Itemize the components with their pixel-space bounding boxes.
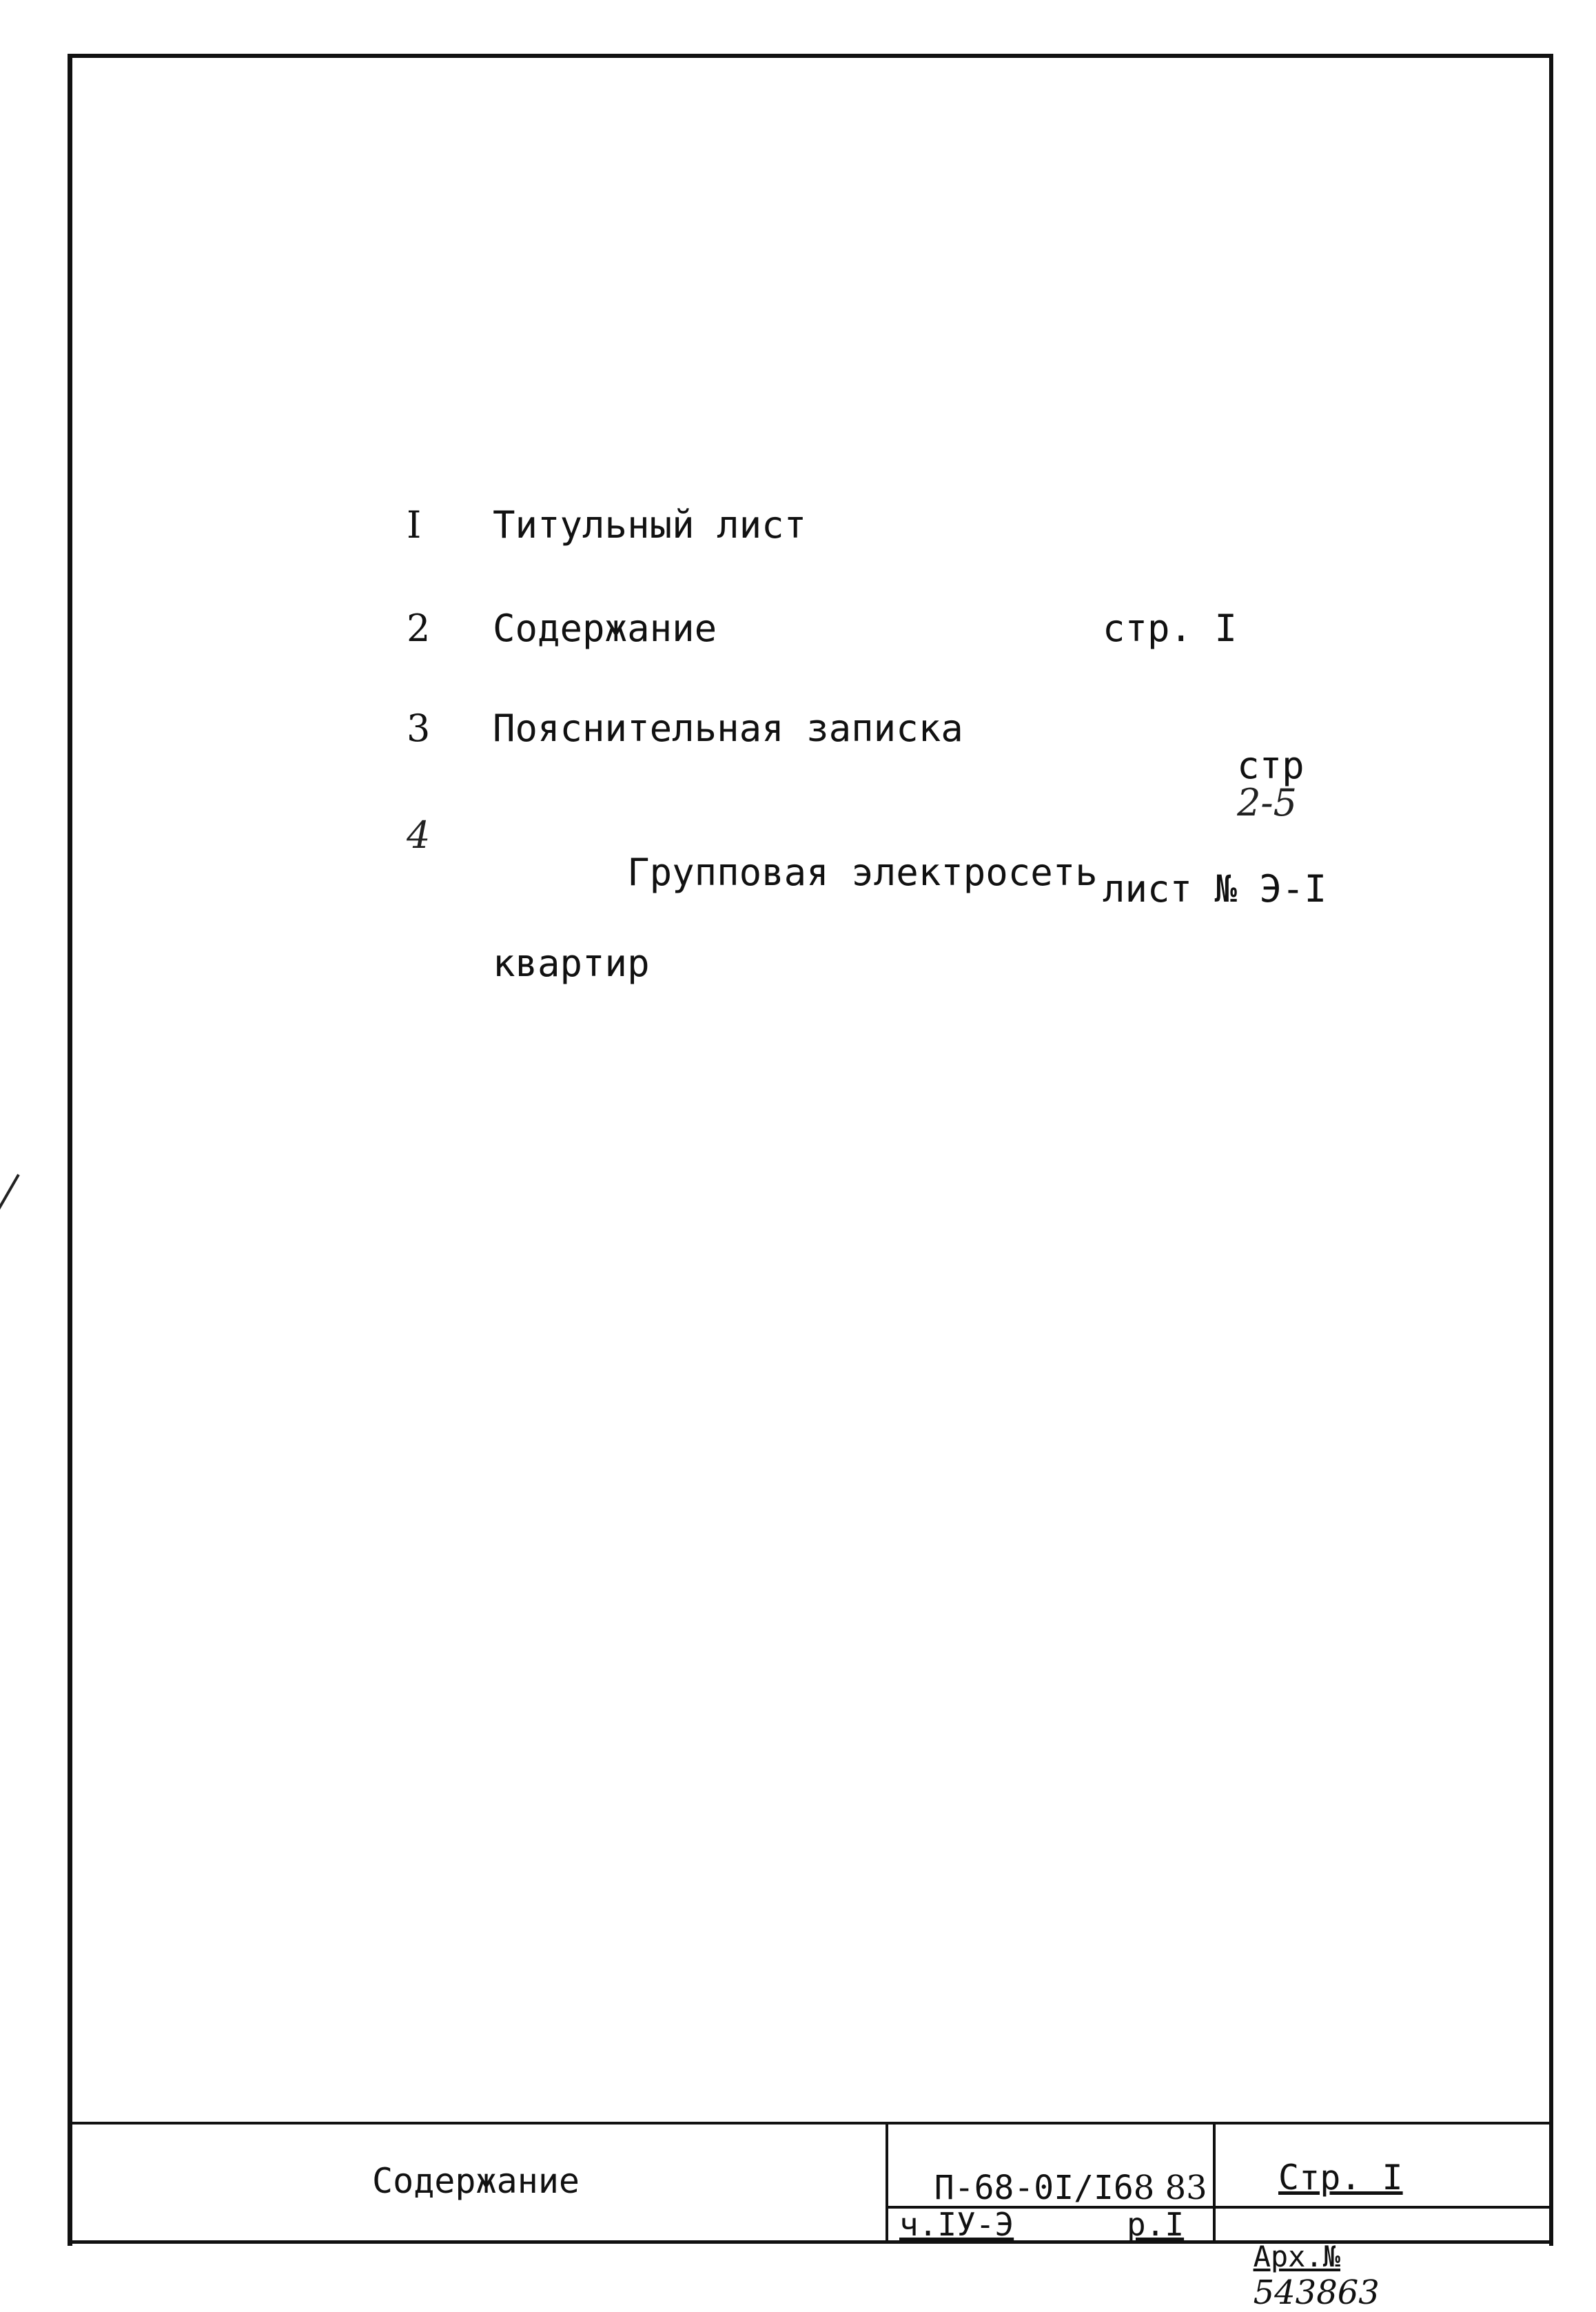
document-part: ч.IУ-Э [899,2206,1014,2243]
document-code-typed: П-68-0I/I6 [934,2169,1134,2207]
title-block-divider [886,2125,888,2243]
toc-title-line2: квартир [493,942,650,985]
toc-page-prefix: стр [1237,744,1305,787]
title-block-border [72,2122,1553,2125]
document-code [894,2130,1207,2207]
toc-title: Содержание [493,607,717,650]
archive-number-handwritten: 543863 [1253,2273,1380,2312]
document-code-handwritten: 8 83 [1133,2169,1207,2207]
toc-title [493,817,1098,1057]
toc-number: I [407,503,422,547]
toc-page [1103,710,1305,859]
toc-title: Титульный лист [493,503,807,547]
toc-page: стр. I [1103,607,1238,650]
toc-number: 3 [407,707,431,750]
toc-number: 4 [407,813,431,857]
document-section: р.I [1127,2206,1185,2243]
title-block-name: Содержание [372,2161,580,2201]
toc-title-line1: Групповая электросеть [627,851,1098,894]
toc-page: лист № Э-I [1103,867,1327,911]
title-block-divider [1213,2125,1216,2243]
page-label: Стр. I [1278,2158,1403,2198]
toc-title: Пояснительная записка [493,707,963,750]
toc-page-handwritten: 2-5 [1237,781,1298,824]
archive-number [1218,2206,1380,2312]
toc-number: 2 [407,607,431,650]
archive-label: Арх.№ [1253,2240,1341,2273]
